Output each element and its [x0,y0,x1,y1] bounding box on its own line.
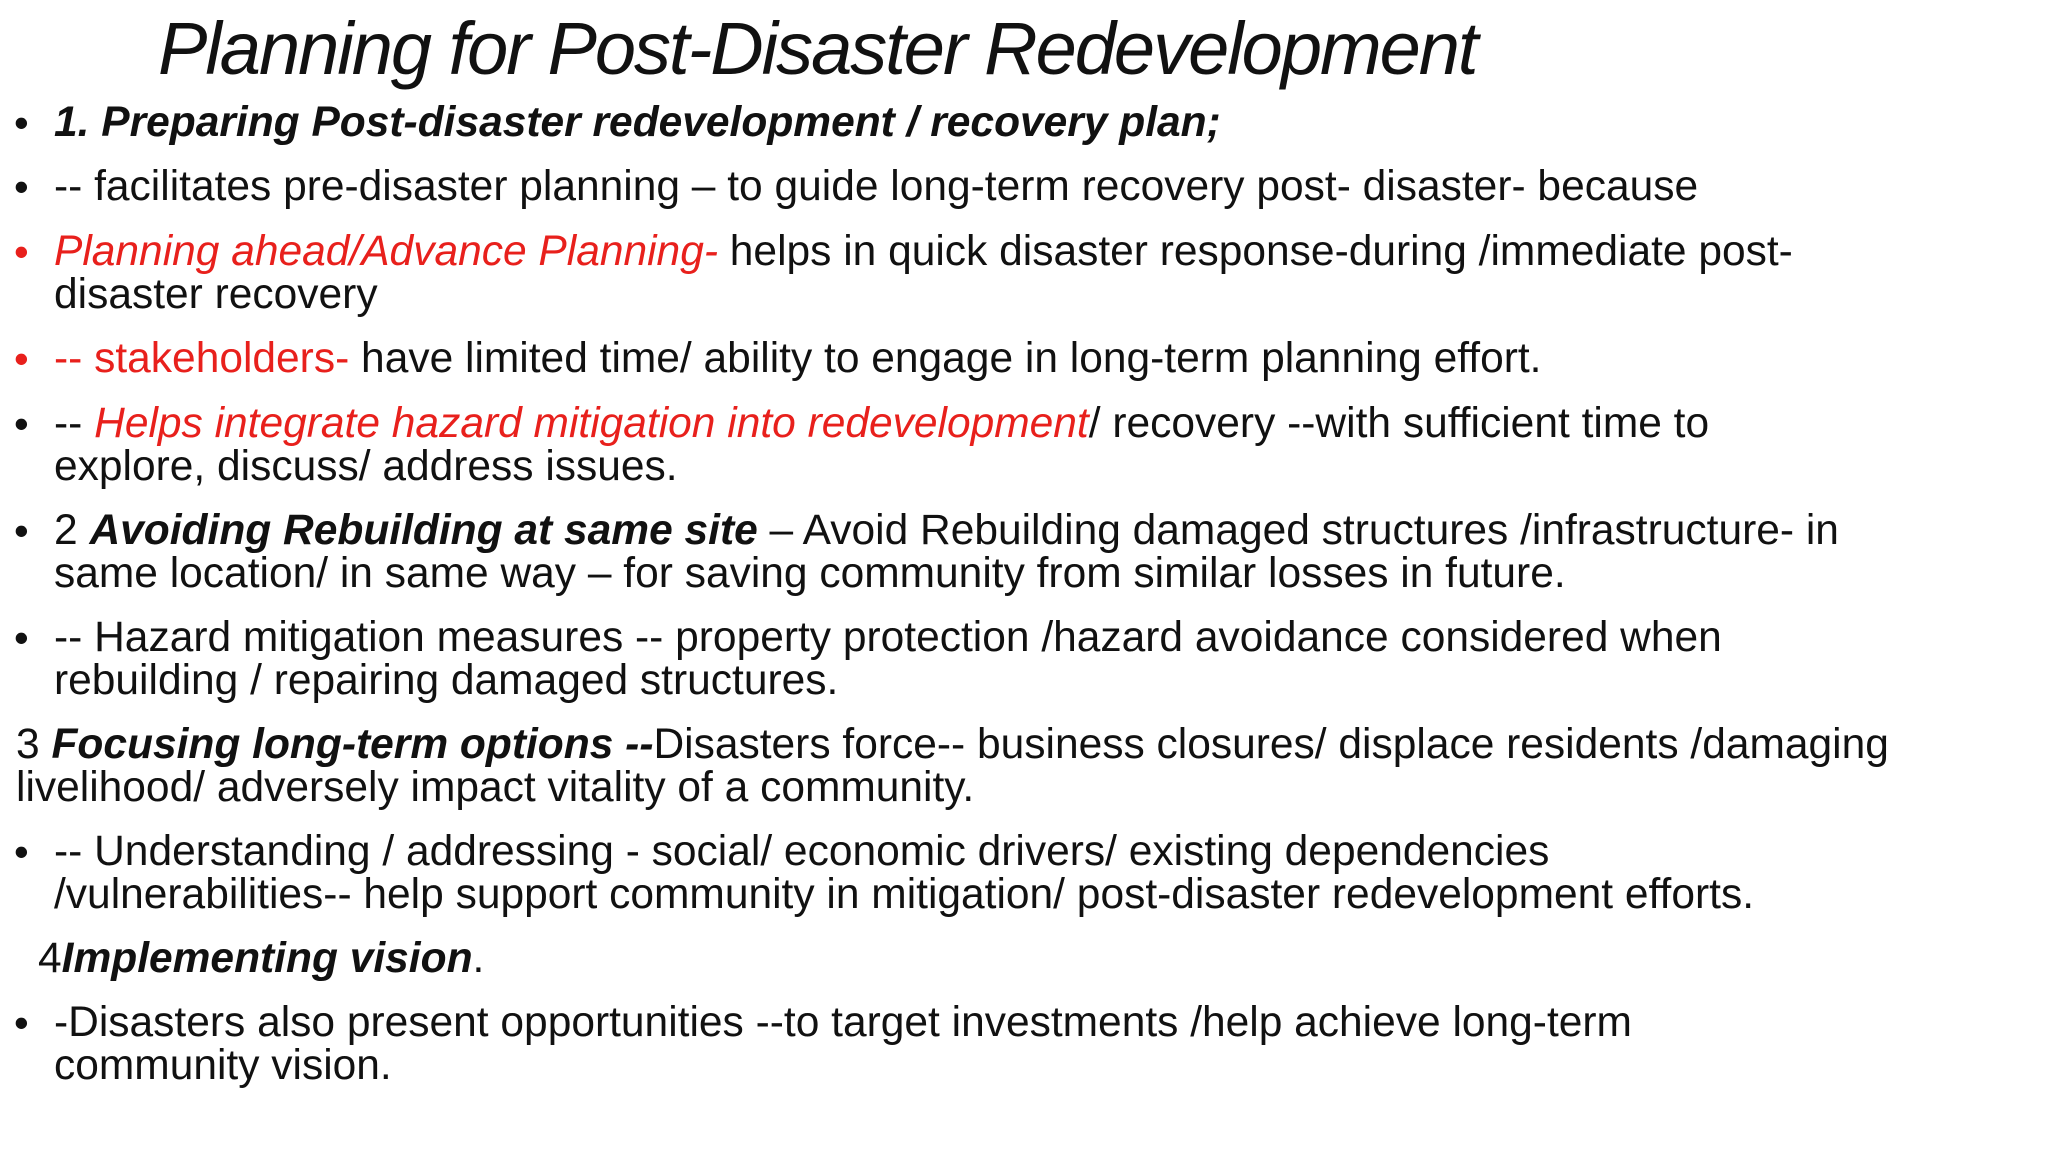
item-text-line [16,723,2048,766]
bullet-item-2 [0,165,2040,208]
bullet-marker: • [14,999,29,1046]
item-text: . [472,935,485,982]
item-text-line-2: livelihood/ adversely impact vitality of a community. [16,764,975,811]
heading-focusing-long-term: Focusing long-term options -- [51,721,654,768]
bullet-marker: • [14,614,29,661]
item-text: / recovery --with sufficient time to [1088,400,1710,447]
heading-preparing-plan: 1. Preparing Post-disaster redevelopment / recovery plan; [54,99,1221,146]
item-text-line: -Disasters also present opportunities --to target investments /help achieve long-term [54,999,1632,1046]
item-text-line: -- Hazard mitigation measures -- property protection /hazard avoidance considered when [54,614,1722,661]
highlight-advance-planning: Planning ahead/Advance Planning- [54,228,718,275]
item-text: have limited time/ ability to engage in long-term planning effort. [349,335,1542,382]
item-text-line-2: /vulnerabilities-- help support community in mitigation/ post-disaster redevelopment efforts. [54,871,1754,918]
bullet-item-7 [0,616,2040,702]
item-text: – Avoid Rebuilding damaged structures /infrastructure- in [757,507,1839,554]
item-text-line: -- facilitates pre-disaster planning – to guide long-term recovery post- disaster- because [54,163,1699,210]
item-text-line: -- Understanding / addressing - social/ economic drivers/ existing dependencies [54,828,1550,875]
bullet-marker: • [14,335,29,382]
item-prefix: 2 [54,507,90,554]
bullet-item-1 [0,101,2040,144]
item-text-line-2: disaster recovery [54,271,378,318]
slide-title: Planning for Post-Disaster Redevelopment [158,7,1477,90]
item-prefix: 4 [38,935,62,982]
bullet-item-4 [0,337,2040,380]
bullet-marker: • [14,400,29,447]
bullet-marker: • [14,99,29,146]
item-text-line-2: rebuilding / repairing damaged structures. [54,657,839,704]
highlight-stakeholders: -- stakeholders- [54,335,350,382]
item-text-line [38,937,2048,980]
item-text: Disasters force-- business closures/ displace residents /damaging [653,721,1889,768]
heading-avoiding-rebuilding: Avoiding Rebuilding at same site [89,507,758,554]
item-text-line-2: explore, discuss/ address issues. [54,443,678,490]
heading-implementing-vision: Implementing vision [61,935,473,982]
bullet-item-3 [0,230,2040,316]
bullet-marker: • [14,828,29,875]
bullet-item-9 [0,830,2040,916]
item-prefix: 3 [16,721,52,768]
bullet-marker: • [14,163,29,210]
item-text-line [54,230,2040,273]
bullet-item-11 [0,1001,2040,1087]
highlight-hazard-mitigation: Helps integrate hazard mitigation into redevelopment [94,400,1089,447]
item-text-line-2: same location/ in same way – for saving community from similar losses in future. [54,550,1566,597]
item-focusing-options [16,723,2048,809]
item-text-line [54,337,2040,380]
item-text-line [54,509,2040,552]
item-text-line [54,402,2040,445]
item-text: helps in quick disaster response-during /immediate post- [717,228,1793,275]
bullet-item-5 [0,402,2040,488]
item-implementing-vision [38,937,2048,980]
bullet-marker: • [14,507,29,554]
bullet-marker: • [14,228,29,275]
bullet-item-6 [0,509,2040,595]
item-prefix: -- [54,400,95,447]
item-text-line-2: community vision. [54,1042,392,1089]
